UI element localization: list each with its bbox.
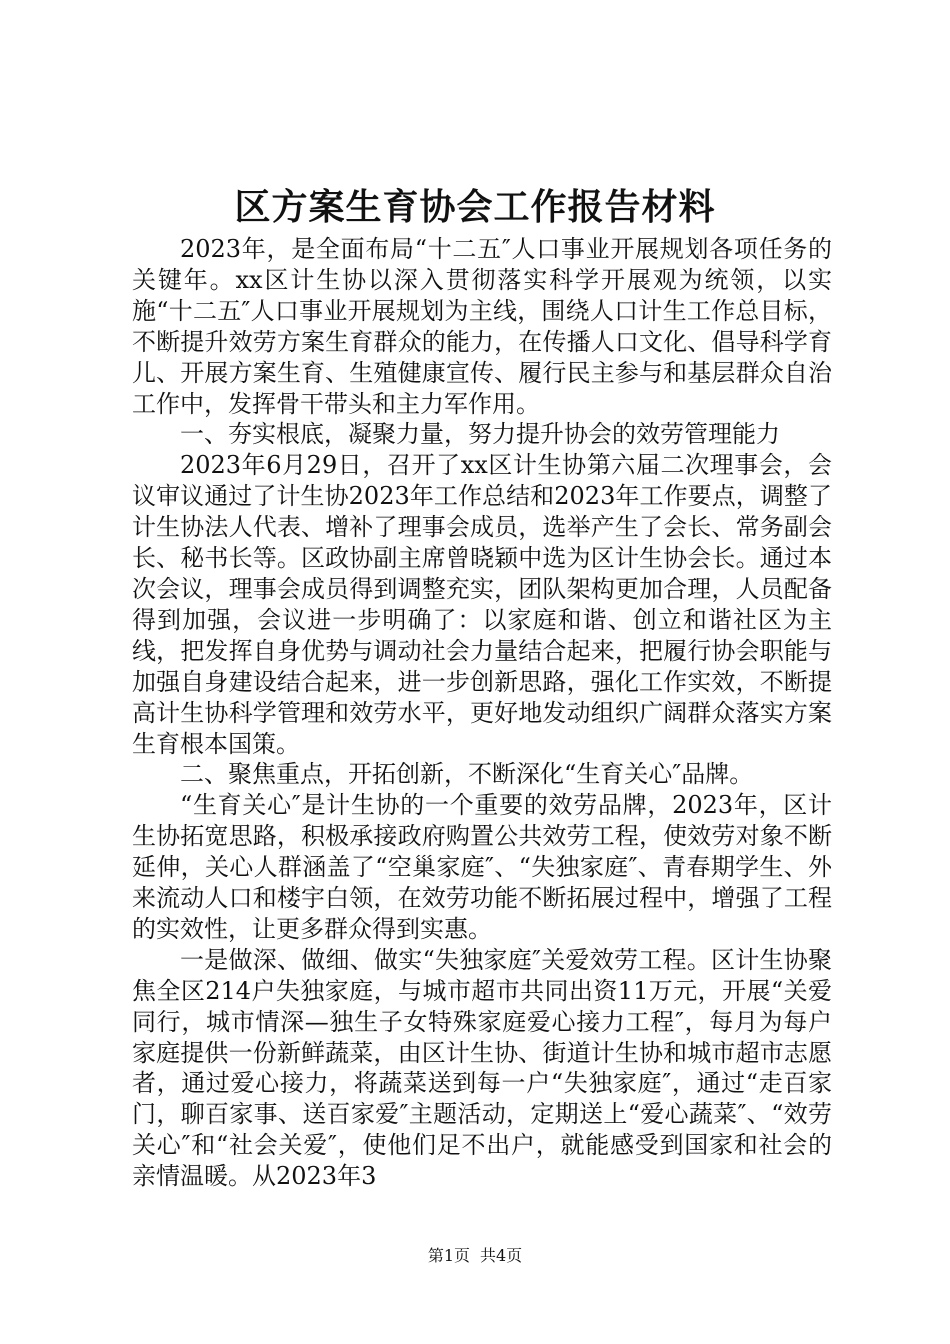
page-footer: [0, 1246, 950, 1266]
page-title: 区方案生育协会工作报告材料: [234, 186, 716, 228]
page-total: 共4页: [480, 1246, 523, 1265]
paragraph-council-meeting: 2023年6月29日，召开了xx区计生协第六届二次理事会，会议审议通过了计生协2023年工作总结和2023年工作要点，调整了计生协法人代表、增补了理事会成员，选举产生了会长、常务副会长、秘书长等。区政协副主席曾晓颖中选为区计生协会长。通过本次会议，理事会成员得到调整充实，团队架构更加合理，人员配备得到加强，会议进一步明确了：以家庭和谐、创立和谐社区为主线，把发挥自身优势与调动社会力量结合起来，把履行协会职能与加强自身建设结合起来，进一步创新思路，强化工作实效，不断提高计生协科学管理和效劳水平，更好地发动组织广阔群众落实方案生育根本国策。: [132, 451, 832, 758]
paragraph-brand: “生育关心″是计生协的一个重要的效劳品牌，2023年，区计生协拓宽思路，积极承接政府购置公共效劳工程，使效劳对象不断延伸，关心人群涵盖了“空巢家庭″、“失独家庭″、青春期学生、外来流动人口和楼宇白领，在效劳功能不断拓展过程中，增强了工程的实效性，让更多群众得到实惠。: [132, 791, 832, 943]
section-heading-one: 一、夯实根底，凝聚力量，努力提升协会的效劳管理能力: [180, 420, 780, 449]
section-heading-two: 二、聚焦重点，开拓创新，不断深化“生育关心″品牌。: [180, 760, 754, 789]
paragraph-intro: 2023年，是全面布局“十二五″人口事业开展规划各项任务的关键年。xx区计生协以深入贯彻落实科学开展观为统领，以实施“十二五″人口事业开展规划为主线，围绕人口计生工作总目标，不断提升效劳方案生育群众的能力，在传播人口文化、倡导科学育儿、开展方案生育、生殖健康宣传、履行民主参与和基层群众自治工作中，发挥骨干带头和主力军作用。: [132, 235, 832, 418]
page-number: 第1页: [427, 1246, 470, 1265]
paragraph-project-one: 一是做深、做细、做实“失独家庭″关爱效劳工程。区计生协聚焦全区214户失独家庭，与城市超市共同出资11万元，开展“关爱同行，城市情深—独生子女特殊家庭爱心接力工程″，每月为每户家庭提供一份新鲜蔬菜，由区计生协、街道计生协和城市超市志愿者，通过爱心接力，将蔬菜送到每一户“失独家庭″，通过“走百家门，聊百家事、送百家爱″主题活动，定期送上“爱心蔬菜″、“效劳关心″和“社会关爱″，使他们足不出户，就能感受到国家和社会的亲情温暖。从2023年3: [132, 945, 832, 1191]
document-body: [132, 234, 832, 1192]
